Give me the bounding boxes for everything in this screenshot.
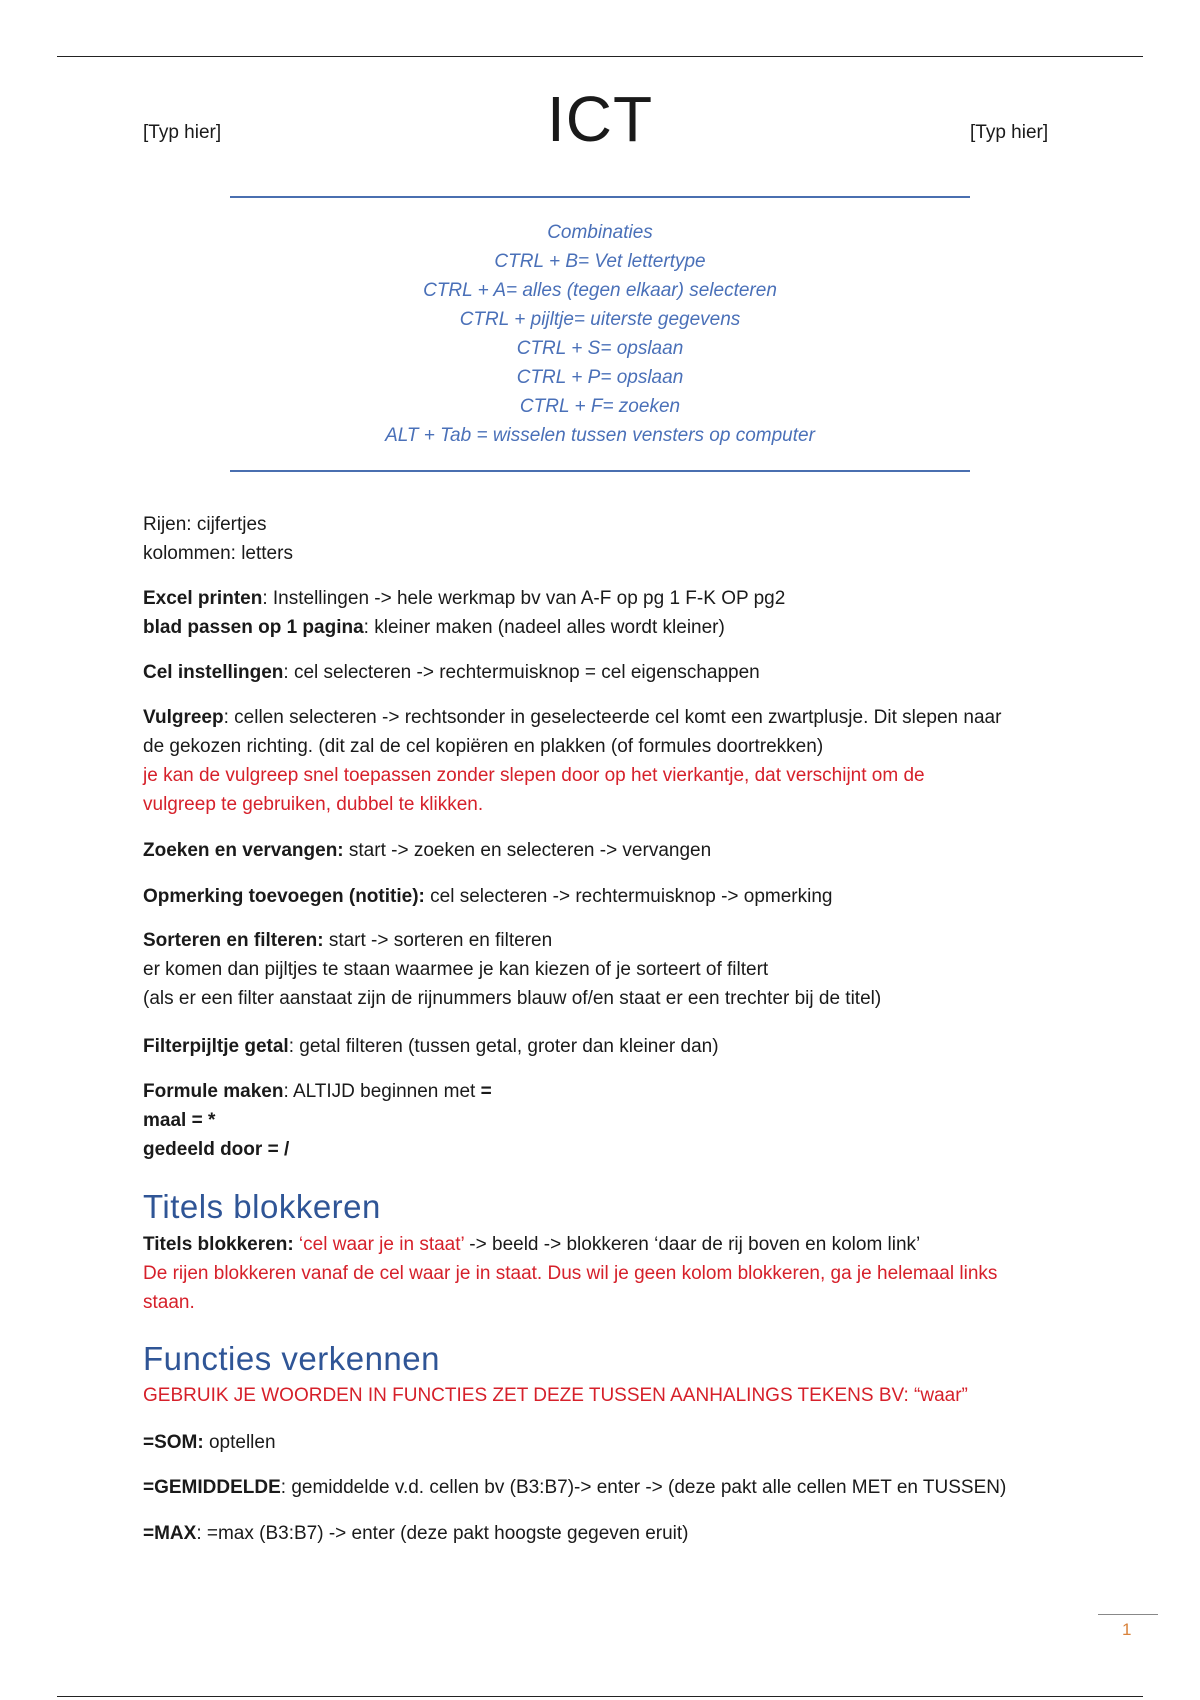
fill-handle-label: Vulgreep xyxy=(143,707,224,728)
find-replace-section xyxy=(143,836,1063,865)
comment-label: Opmerking toevoegen (notitie): xyxy=(143,886,425,907)
filter-arrow-section xyxy=(143,1032,1063,1061)
sort-filter-section xyxy=(143,926,1063,1013)
formula-text: : ALTIJD beginnen met xyxy=(283,1081,481,1102)
freeze-titles-text: -> beeld -> blokkeren ‘daar de rij boven en kolom link’ xyxy=(464,1234,921,1255)
formula-section xyxy=(143,1077,1063,1164)
formula-multiply: maal = * xyxy=(143,1110,216,1131)
formula-label: Formule maken xyxy=(143,1081,284,1102)
find-replace-text: start -> zoeken en selecteren -> vervangen xyxy=(343,840,712,861)
cell-settings-section xyxy=(143,658,1063,687)
shortcut-item: CTRL + F= zoeken xyxy=(519,396,681,417)
sort-filter-label: Sorteren en filteren: xyxy=(143,930,324,951)
shortcut-item: CTRL + A= alles (tegen elkaar) selecteren xyxy=(423,280,777,301)
average-label: =GEMIDDELDE xyxy=(143,1477,281,1498)
comment-text: cel selecteren -> rechtermuisknop -> opmerking xyxy=(424,886,833,907)
intro-line: Rijen: cijfertjes xyxy=(143,514,267,535)
heading-explore-functions: Functies verkennen xyxy=(143,1340,440,1377)
max-text: : =max (B3:B7) -> enter (deze pakt hoogste gegeven eruit) xyxy=(196,1523,689,1544)
quote-top-rule xyxy=(230,196,970,198)
cell-settings-text: : cel selecteren -> rechtermuisknop = cel eigenschappen xyxy=(283,662,760,683)
sum-label: =SOM: xyxy=(143,1432,204,1453)
sort-filter-text: start -> sorteren en filteren xyxy=(323,930,553,951)
sort-filter-line: (als er een filter aanstaat zijn de rijnummers blauw of/en staat er een trechter bij de titel) xyxy=(143,988,882,1009)
freeze-titles-note-2: staan. xyxy=(143,1292,195,1313)
shortcuts-title: Combinaties xyxy=(547,222,653,243)
fill-handle-text: : cellen selecteren -> rechtsonder in geselecteerde cel komt een zwartplusje. Dit slepen naar xyxy=(223,707,1002,728)
cell-settings-label: Cel instellingen xyxy=(143,662,284,683)
header-right-placeholder: [Typ hier] xyxy=(970,122,1049,143)
header-left-placeholder: [Typ hier] xyxy=(143,122,222,143)
shortcut-item: CTRL + P= opslaan xyxy=(516,367,684,388)
max-section xyxy=(143,1519,1063,1548)
shortcut-item: ALT + Tab = wisselen tussen vensters op computer xyxy=(385,425,815,446)
comment-section xyxy=(143,882,1063,911)
excel-print-section xyxy=(143,584,1063,642)
average-text: : gemiddelde v.d. cellen bv (B3:B7)-> enter -> (deze pakt alle cellen MET en TUSSEN) xyxy=(280,1477,1007,1498)
sum-text: optellen xyxy=(203,1432,276,1453)
functions-warning: GEBRUIK JE WOORDEN IN FUNCTIES ZET DEZE TUSSEN AANHALINGS TEKENS BV: “waar” xyxy=(143,1385,968,1406)
freeze-titles-note: De rijen blokkeren vanaf de cel waar je in staat. Dus wil je geen kolom blokkeren, ga je helemaal links xyxy=(143,1263,998,1284)
filter-arrow-label: Filterpijltje getal xyxy=(143,1036,289,1057)
excel-print-label: Excel printen xyxy=(143,588,263,609)
freeze-titles-red-inline: ‘cel waar je in staat’ xyxy=(293,1234,465,1255)
shortcut-item: CTRL + B= Vet lettertype xyxy=(494,251,706,272)
freeze-titles-label: Titels blokkeren: xyxy=(143,1234,294,1255)
shortcut-item: CTRL + pijltje= uiterste gegevens xyxy=(459,309,741,330)
freeze-titles-section xyxy=(143,1230,1063,1317)
quote-bottom-rule xyxy=(230,470,970,472)
shortcut-item: CTRL + S= opslaan xyxy=(516,338,684,359)
average-section xyxy=(143,1473,1063,1502)
functions-warning-section xyxy=(143,1381,1063,1410)
top-border-rule xyxy=(57,56,1143,57)
fit-page-label: blad passen op 1 pagina xyxy=(143,617,364,638)
fill-handle-tip: je kan de vulgreep snel toepassen zonder slepen door op het vierkantje, dat verschijnt om de xyxy=(143,765,925,786)
fill-handle-text-2: de gekozen richting. (dit zal de cel kopiëren en plakken (of formules doortrekken) xyxy=(143,736,824,757)
shortcuts-quote-block xyxy=(230,218,970,450)
fit-page-text: : kleiner maken (nadeel alles wordt kleiner) xyxy=(363,617,725,638)
intro-section xyxy=(143,510,1063,568)
footer-rule xyxy=(1098,1614,1158,1615)
formula-divide: gedeeld door = / xyxy=(143,1139,290,1160)
document-title: ICT xyxy=(546,83,654,155)
heading-freeze-titles: Titels blokkeren xyxy=(143,1188,381,1225)
bottom-border-rule xyxy=(57,1696,1143,1697)
page-number: 1 xyxy=(1122,1620,1132,1639)
fill-handle-section xyxy=(143,703,1063,819)
sum-section xyxy=(143,1428,1063,1457)
filter-arrow-text: : getal filteren (tussen getal, groter dan kleiner dan) xyxy=(288,1036,719,1057)
find-replace-label: Zoeken en vervangen: xyxy=(143,840,344,861)
max-label: =MAX xyxy=(143,1523,197,1544)
excel-print-text: : Instellingen -> hele werkmap bv van A-F op pg 1 F-K OP pg2 xyxy=(262,588,786,609)
formula-equals: = xyxy=(480,1081,492,1102)
fill-handle-tip-2: vulgreep te gebruiken, dubbel te klikken. xyxy=(143,794,484,815)
intro-line: kolommen: letters xyxy=(143,543,293,564)
sort-filter-line: er komen dan pijltjes te staan waarmee je kan kiezen of je sorteert of filtert xyxy=(143,959,769,980)
